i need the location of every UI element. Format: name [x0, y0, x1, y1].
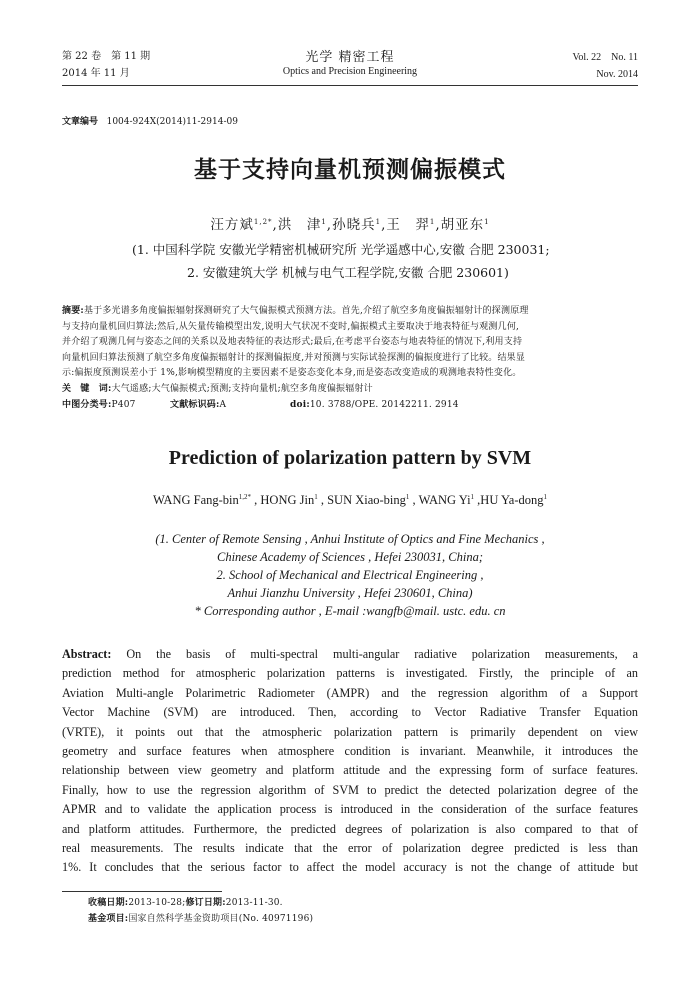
fund-value: 国家自然科学基金资助项目(No. 40971196) [128, 914, 314, 924]
cn-abstract-line: 向量机回归算法预测了航空多角度偏振辐射计的探测偏振度,并对预测与实际试验探测的偏振度进行了比较。结果显 [62, 352, 526, 363]
en-abstract-line: APMR and to validate the application process is introduced in the consideration of the surface features [62, 802, 638, 817]
article-number [62, 114, 238, 127]
doi-value: 10. 3788/OPE. 20142211. 2914 [309, 400, 459, 410]
cn-author: 王 羿 [386, 217, 430, 233]
en-abstract-line: Aviation Multi-angle Polarimetric Radiometer (AMPR) and the regression algorithm of a Support [62, 685, 638, 700]
en-author-sup: 1 [470, 493, 475, 501]
cn-doi [290, 398, 459, 414]
received-value: 2013-10-28; [128, 898, 186, 908]
cn-keywords-value: 大气遥感;大气偏振模式;预测;支持向量机;航空多角度偏振辐射计 [111, 384, 373, 394]
cn-affiliation-1: (1. 中国科学院 安徽光学精密机械研究所 光学遥感中心,安徽 合肥 230031; [132, 242, 550, 257]
cn-abstract-label: 摘要: [62, 306, 84, 316]
en-author: HONG Jin [260, 493, 315, 507]
article-number-label: 文章编号 [62, 117, 99, 127]
en-title: Prediction of polarization pattern by SVM [168, 447, 532, 469]
en-author-sup: 1 [405, 493, 410, 501]
en-authors: WANG Fang-bin$^{1,2*}$ , HONG Jin$^1$ , SUN Xiao-bing$^1$ , WANG Yi$^1$ ,HU Ya-dong$^1$ [153, 493, 547, 507]
en-abstract-line: Abstract: On the basis of multi-spectral multi-angular radiative polarization measurements, a [62, 647, 639, 661]
en-abstract-line: relationship between view geometry and platform attitude and the expressing form of surface features. [62, 763, 638, 778]
cn-author-sup: 1 [429, 218, 436, 226]
en-abstract-label: Abstract: [62, 647, 112, 661]
fund-label: 基金项目: [88, 914, 129, 924]
revised-label: 修订日期: [185, 898, 226, 908]
footnote-dates [88, 896, 283, 912]
footnote-fund [88, 912, 313, 928]
en-author-sup: 1,2* [238, 493, 252, 501]
footnote-rule [62, 891, 222, 892]
cn-author: 孙晓兵 [332, 217, 376, 233]
cn-abstract-line: 并介绍了观测几何与姿态之间的关系以及地表特征的表达形式;最后,在考虑平台姿态与地表特征的情况下,利用支持 [62, 337, 523, 347]
cn-author-sup: 1 [484, 218, 490, 226]
cn-title: 基于支持向量机预测偏振模式 [194, 157, 506, 183]
en-affiliation-line: Chinese Academy of Sciences , Hefei 230031, China; [216, 550, 484, 564]
header-date-cn: 2014 年 11 月 [62, 68, 130, 79]
en-author: WANG Fang-bin [153, 493, 239, 507]
en-abstract-line: real measurements. The results indicate that the error of polarization degree predicted is less than [62, 841, 638, 856]
en-author: HU Ya-dong [480, 493, 544, 507]
cn-classification [62, 398, 136, 414]
en-abstract-line: Vector Machine (SVM) are introduced. Then, according to Vector Radiative Transfer Equation [62, 705, 638, 720]
header-volume-cn: 第 22 卷 第 11 期 [62, 51, 151, 62]
clc-label: 中图分类号: [62, 400, 112, 410]
en-abstract-line: 1%. It concludes that the serious factor to affect the model accuracy is not the change of attitude but [62, 860, 638, 875]
cn-abstract-line: 摘要:基于多光谱多角度偏振辐射探测研究了大气偏振模式预测方法。首先,介绍了航空多角度偏振辐射计的探测原理 [62, 306, 529, 316]
en-author: SUN Xiao-bing [327, 493, 406, 507]
en-abstract-line: geometry and surface features when atmosphere condition is invariant. Meanwhile, it introduces the [62, 744, 638, 759]
header-volume-en: Vol. 22 No. 11 [572, 52, 638, 63]
doc-code-label: 文献标识码: [170, 400, 220, 410]
cn-abstract-line: 示:偏振度预测误差小于 1%,影响模型精度的主要因素不是姿态变化本身,而是姿态改变造成的观测地表特性变化。 [62, 368, 522, 378]
cn-author-sup: 1 [375, 218, 382, 226]
doi-label: doi: [290, 400, 310, 410]
cn-doc-code [170, 398, 226, 414]
en-affiliation-line: * Corresponding author , E-mail :wangfb@mail. ustc. edu. cn [194, 604, 506, 618]
cn-author: 汪方斌 [210, 217, 254, 233]
cn-keywords-label: 关 键 词: [62, 384, 112, 394]
en-abstract-line: Finally, how to use the regression algorithm of SVM to predict the detected polarization degree of the [62, 782, 638, 797]
cn-abstract [62, 304, 638, 382]
revised-value: 2013-11-30. [225, 898, 283, 908]
clc-value: P407 [111, 400, 136, 410]
en-abstract-line: and platform attitudes. Furthermore, the predicted degrees of polarization is also compared to that of [62, 821, 638, 836]
en-abstract-line: prediction method for atmospheric polarization patterns is investigated. Firstly, the principle of an [62, 666, 638, 681]
cn-author-sup: 1 [321, 218, 327, 226]
en-affiliation-line: 2. School of Mechanical and Electrical Engineering , [216, 568, 484, 582]
cn-author-sup: 1,2* [253, 218, 273, 226]
en-affiliation-line: Anhui Jianzhu University , Hefei 230601, China) [227, 586, 473, 600]
cn-abstract-line: 与支持向量机回归算法;然后,从矢量传输模型出发,说明大气状况不变时,偏振模式主要取决于地表特征与观测几何, [62, 321, 520, 332]
cn-authors: 汪方斌$^{1,2*}$,洪 津$^1$,孙晓兵$^1$,王 羿$^1$,胡亚东$^1$ [210, 217, 490, 233]
en-author-sup: 1 [543, 493, 547, 501]
header-date-en: Nov. 2014 [596, 69, 638, 80]
en-abstract-line: (VRTE), it points out that the atmospheric polarization pattern is primarily dependent on view [62, 724, 638, 739]
header-journal-en: Optics and Precision Engineering [282, 66, 418, 77]
en-author: WANG Yi [418, 493, 471, 507]
cn-keywords [62, 382, 638, 398]
doc-code-value: A [219, 400, 227, 410]
en-author-sup: 1 [314, 493, 318, 501]
cn-affiliation-2: 2. 安徽建筑大学 机械与电气工程学院,安徽 合肥 230601) [187, 265, 509, 280]
en-abstract [62, 645, 638, 878]
received-label: 收稿日期: [88, 898, 129, 908]
article-number-value: 1004-924X(2014)11-2914-09 [106, 117, 238, 127]
header-journal-cn: 光学 精密工程 [305, 50, 395, 65]
en-affiliations [0, 530, 700, 620]
en-affiliation-line: (1. Center of Remote Sensing , Anhui Institute of Optics and Fine Mechanics , [155, 532, 545, 546]
cn-author: 洪 津 [277, 217, 322, 233]
cn-author: 胡亚东 [440, 217, 485, 233]
header-rule [62, 85, 638, 86]
